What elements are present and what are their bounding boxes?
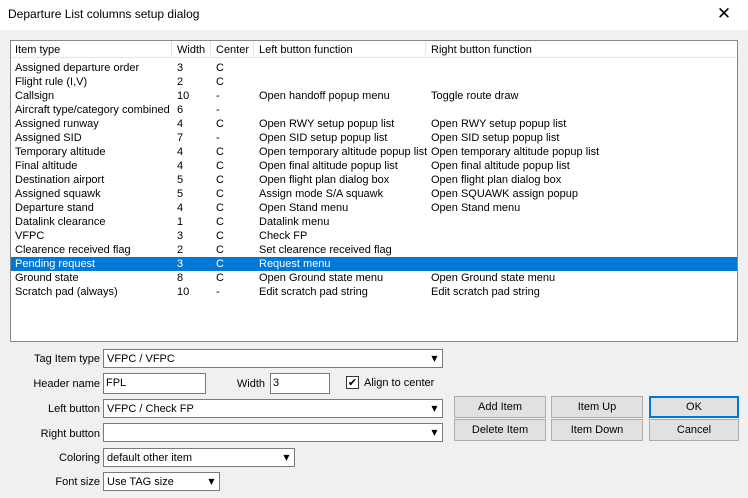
cell-center: C	[216, 244, 224, 256]
cell-width: 2	[177, 76, 184, 88]
cell-width: 6	[177, 104, 184, 116]
align-center-label: Align to center	[364, 377, 435, 389]
header-right-button-function[interactable]: Right button function	[431, 44, 532, 56]
cell-center: C	[216, 202, 224, 214]
font-size-value: Use TAG size	[107, 476, 174, 488]
cell-item-type: Temporary altitude	[15, 146, 106, 158]
coloring-value: default other item	[107, 452, 192, 464]
cell-item-type: Flight rule (I,V)	[15, 76, 88, 88]
cell-item-type: Assigned runway	[15, 118, 99, 130]
cell-item-type: Final altitude	[15, 160, 78, 172]
cell-width: 10	[177, 286, 190, 298]
ok-button[interactable]: OK	[649, 396, 739, 418]
cell-width: 10	[177, 90, 190, 102]
cell-left-function: Open flight plan dialog box	[259, 174, 390, 186]
table-row[interactable]	[11, 103, 737, 117]
width-value: 3	[273, 377, 280, 389]
table-row[interactable]	[11, 61, 737, 75]
cell-width: 1	[177, 216, 184, 228]
tag-item-type-value: VFPC / VFPC	[107, 353, 175, 365]
list-rows	[11, 61, 737, 299]
table-row[interactable]	[11, 173, 737, 187]
cell-right-function: Open flight plan dialog box	[431, 174, 562, 186]
cell-item-type: Clearence received flag	[15, 244, 131, 256]
cell-left-function: Open handoff popup menu	[259, 90, 390, 102]
cell-center: C	[216, 160, 224, 172]
cell-item-type: Assigned departure order	[15, 62, 140, 74]
cell-right-function: Open Ground state menu	[431, 272, 556, 284]
left-button-select[interactable]	[103, 399, 443, 418]
cell-left-function: Open Stand menu	[259, 202, 349, 214]
cell-left-function: Request menu	[259, 258, 331, 270]
cell-item-type: Assigned squawk	[15, 188, 101, 200]
window-title: Departure List columns setup dialog	[8, 7, 200, 21]
header-center[interactable]: Center	[216, 44, 250, 56]
cell-width: 2	[177, 244, 184, 256]
cell-center: C	[216, 258, 224, 270]
table-row[interactable]	[11, 75, 737, 89]
font-size-select[interactable]	[103, 472, 220, 491]
table-row[interactable]	[11, 131, 737, 145]
cell-item-type: Destination airport	[15, 174, 105, 186]
cell-left-function: Check FP	[259, 230, 308, 242]
delete-item-button[interactable]: Delete Item	[454, 419, 546, 441]
cell-center: C	[216, 62, 224, 74]
cell-width: 4	[177, 160, 184, 172]
list-header	[11, 41, 737, 58]
cell-width: 4	[177, 118, 184, 130]
table-row[interactable]	[11, 243, 737, 257]
cell-center: C	[216, 216, 224, 228]
cell-right-function: Open SID setup popup list	[431, 132, 560, 144]
cell-item-type: Callsign	[15, 90, 55, 102]
title-bar	[0, 0, 748, 30]
right-button-label: Right button	[40, 428, 100, 440]
cell-item-type: Departure stand	[15, 202, 94, 214]
table-row[interactable]	[11, 159, 737, 173]
table-row[interactable]	[11, 271, 737, 285]
font-size-label: Font size	[55, 476, 100, 488]
header-item-type[interactable]: Item type	[15, 44, 61, 56]
cell-width: 3	[177, 230, 184, 242]
close-icon[interactable]: ✕	[716, 4, 732, 24]
cell-left-function: Edit scratch pad string	[259, 286, 368, 298]
cell-item-type: Pending request	[15, 258, 96, 270]
cell-width: 3	[177, 258, 184, 270]
chevron-down-icon[interactable]: ▼	[431, 428, 438, 437]
tag-item-type-select[interactable]	[103, 349, 443, 368]
cell-right-function: Open final altitude popup list	[431, 160, 570, 172]
left-button-value: VFPC / Check FP	[107, 403, 194, 415]
header-name-value: FPL	[106, 377, 127, 389]
cell-width: 5	[177, 174, 184, 186]
cell-left-function: Set clearence received flag	[259, 244, 392, 256]
coloring-select[interactable]	[103, 448, 295, 467]
cell-center: C	[216, 174, 224, 186]
coloring-label: Coloring	[59, 452, 100, 464]
cell-center: C	[216, 272, 224, 284]
cell-item-type: Scratch pad (always)	[15, 286, 118, 298]
table-row[interactable]	[11, 215, 737, 229]
cell-item-type: Datalink clearance	[15, 216, 106, 228]
cell-width: 4	[177, 202, 184, 214]
table-row[interactable]	[11, 187, 737, 201]
cell-item-type: VFPC	[15, 230, 45, 242]
cell-item-type: Aircraft type/category combined	[15, 104, 170, 116]
item-up-button[interactable]: Item Up	[551, 396, 643, 418]
cell-left-function: Open temporary altitude popup list	[259, 146, 428, 158]
add-item-button[interactable]: Add Item	[454, 396, 546, 418]
cell-center: -	[216, 104, 220, 116]
cell-left-function: Open Ground state menu	[259, 272, 384, 284]
cell-center: C	[216, 146, 224, 158]
cell-left-function: Assign mode S/A squawk	[259, 188, 384, 200]
cell-center: -	[216, 286, 220, 298]
header-name-label: Header name	[33, 378, 100, 390]
cell-width: 5	[177, 188, 184, 200]
cell-center: C	[216, 188, 224, 200]
chevron-down-icon[interactable]: ▼	[208, 477, 215, 486]
align-center-checkbox[interactable]: ✔	[347, 376, 358, 389]
cell-right-function: Edit scratch pad string	[431, 286, 540, 298]
cell-left-function: Open final altitude popup list	[259, 160, 398, 172]
cell-width: 8	[177, 272, 184, 284]
cell-center: C	[216, 230, 224, 242]
chevron-down-icon[interactable]: ▼	[431, 404, 438, 413]
table-row[interactable]	[11, 201, 737, 215]
cell-right-function: Open temporary altitude popup list	[431, 146, 600, 158]
cell-item-type: Assigned SID	[15, 132, 82, 144]
table-row[interactable]	[11, 117, 737, 131]
cell-right-function: Open SQUAWK assign popup	[431, 188, 578, 200]
width-field[interactable]	[270, 373, 330, 394]
cell-right-function: Open Stand menu	[431, 202, 521, 214]
header-left-button-function[interactable]: Left button function	[259, 44, 353, 56]
cell-width: 4	[177, 146, 184, 158]
columns-list[interactable]	[10, 40, 738, 342]
cancel-button[interactable]: Cancel	[649, 419, 739, 441]
table-row[interactable]	[11, 89, 737, 103]
header-name-field[interactable]	[103, 373, 206, 394]
cell-center: -	[216, 132, 220, 144]
cell-center: C	[216, 76, 224, 88]
table-row[interactable]	[11, 229, 737, 243]
table-row[interactable]	[11, 257, 737, 271]
chevron-down-icon[interactable]: ▼	[283, 453, 290, 462]
header-width[interactable]: Width	[177, 44, 206, 56]
chevron-down-icon[interactable]: ▼	[431, 354, 438, 363]
cell-center: C	[216, 118, 224, 130]
cell-right-function: Open RWY setup popup list	[431, 118, 567, 130]
tag-item-type-label: Tag Item type	[33, 353, 100, 365]
width-label: Width	[236, 378, 265, 390]
cell-right-function: Toggle route draw	[431, 90, 519, 102]
cell-center: -	[216, 90, 220, 102]
cell-width: 7	[177, 132, 184, 144]
item-down-button[interactable]: Item Down	[551, 419, 643, 441]
cell-left-function: Datalink menu	[259, 216, 330, 228]
cell-left-function: Open SID setup popup list	[259, 132, 388, 144]
cell-left-function: Open RWY setup popup list	[259, 118, 395, 130]
right-button-select[interactable]	[103, 423, 443, 442]
table-row[interactable]	[11, 145, 737, 159]
left-button-label: Left button	[48, 403, 100, 415]
cell-item-type: Ground state	[15, 272, 79, 284]
table-row[interactable]	[11, 285, 737, 299]
cell-width: 3	[177, 62, 184, 74]
